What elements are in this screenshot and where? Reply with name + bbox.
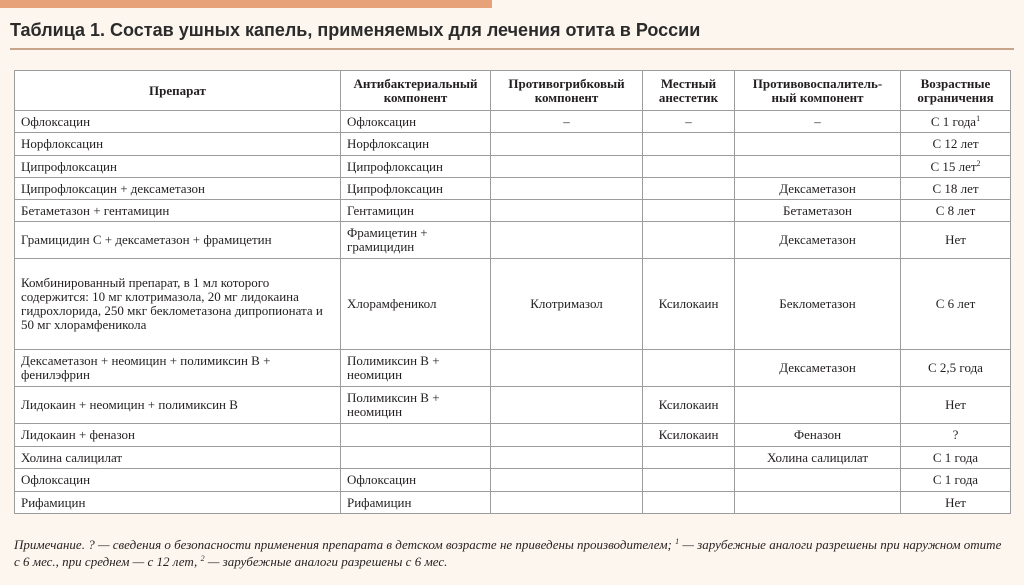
cell-text: Ципрофлоксацин + дексаметазон	[21, 180, 205, 196]
cell-text: Нет	[945, 232, 966, 247]
cell-text: Офлоксацин	[347, 113, 417, 129]
note-part-2: — зарубежные аналоги разрешены при наружном отите с 6 мес., при среднем — с 12 лет,	[14, 537, 1002, 569]
cell-antifungal	[491, 200, 643, 222]
header-antifungal: Противогрибковый компонент	[491, 71, 643, 111]
cell-antibacterial	[341, 424, 491, 447]
cell-text: Полимиксин В + неомицин	[347, 390, 440, 419]
cell-text: С 18 лет	[932, 180, 979, 196]
table-row	[15, 492, 1011, 514]
cell-age	[901, 387, 1011, 424]
cell-text: Фрамицетин + грамицидин	[347, 225, 428, 254]
cell-text: Офлоксацин	[21, 113, 91, 129]
cell-text: Ципрофлоксацин	[347, 180, 443, 196]
cell-text: Холина салицилат	[21, 449, 123, 465]
cell-antibacterial	[341, 178, 491, 200]
cell-age	[901, 469, 1011, 492]
table-row	[15, 178, 1011, 200]
cell-antiinflammatory	[735, 492, 901, 514]
table-row	[15, 222, 1011, 259]
cell-text: Феназон	[793, 427, 842, 442]
cell-age	[901, 200, 1011, 222]
age-footnote-mark: 1	[976, 113, 981, 123]
cell-drug	[15, 447, 341, 469]
cell-text: Грамицидин С + дексаметазон + фрамицетин	[21, 232, 272, 247]
cell-text: Лидокаин + феназон	[21, 427, 135, 442]
header-antibacterial: Антибактериальный компонент	[341, 71, 491, 111]
top-accent-bar	[0, 0, 492, 8]
cell-text: С 8 лет	[935, 202, 976, 218]
cell-drug	[15, 178, 341, 200]
cell-antiinflammatory	[735, 469, 901, 492]
cell-anesthetic	[643, 350, 735, 387]
cell-text: С 15 лет	[930, 158, 977, 174]
cell-text: Нет	[945, 494, 966, 510]
cell-antiinflammatory	[735, 387, 901, 424]
age-footnote-mark: 2	[976, 158, 981, 168]
cell-text: Холина салицилат	[766, 449, 869, 465]
cell-text: Нет	[945, 397, 966, 412]
cell-anesthetic	[643, 133, 735, 156]
cell-antifungal	[491, 259, 643, 350]
cell-antiinflammatory	[735, 111, 901, 133]
cell-text: Норфлоксацин	[21, 136, 104, 151]
cell-drug	[15, 492, 341, 514]
cell-anesthetic	[643, 200, 735, 222]
note-part-3: — зарубежные аналоги разрешены с 6 мес.	[204, 554, 448, 569]
cell-anesthetic	[643, 424, 735, 447]
title-divider	[10, 48, 1014, 50]
cell-anesthetic	[643, 259, 735, 350]
cell-antifungal	[491, 492, 643, 514]
cell-text: Дексаметазон	[779, 360, 856, 375]
cell-antibacterial	[341, 469, 491, 492]
cell-antibacterial	[341, 156, 491, 178]
cell-drug	[15, 387, 341, 424]
cell-antifungal	[491, 222, 643, 259]
cell-text: С 1 года	[930, 113, 977, 129]
table-note	[14, 536, 1010, 570]
cell-antibacterial	[341, 222, 491, 259]
cell-antifungal	[491, 424, 643, 447]
cell-antifungal	[491, 111, 643, 133]
cell-text: Норфлоксацин	[347, 136, 430, 151]
cell-text: Дексаметазон + неомицин + полимиксин В + фенилэфрин	[21, 353, 271, 382]
cell-text: Полимиксин В + неомицин	[347, 353, 440, 382]
cell-text: Дексаметазон	[779, 232, 856, 247]
cell-age	[901, 424, 1011, 447]
cell-text: С 1 года	[932, 472, 979, 487]
cell-age	[901, 492, 1011, 514]
cell-drug	[15, 259, 341, 350]
cell-antifungal	[491, 469, 643, 492]
cell-antibacterial	[341, 200, 491, 222]
cell-antibacterial	[341, 350, 491, 387]
table-row	[15, 447, 1011, 469]
cell-age	[901, 259, 1011, 350]
cell-age	[901, 447, 1011, 469]
cell-anesthetic	[643, 178, 735, 200]
cell-anesthetic	[643, 492, 735, 514]
cell-antiinflammatory	[735, 424, 901, 447]
cell-text: –	[685, 113, 692, 129]
table-row	[15, 424, 1011, 447]
cell-antiinflammatory	[735, 178, 901, 200]
cell-antiinflammatory	[735, 133, 901, 156]
cell-age	[901, 156, 1011, 178]
header-anesthetic: Местный анестетик	[643, 71, 735, 111]
cell-age	[901, 111, 1011, 133]
header-age: Возрастные ограничения	[901, 71, 1011, 111]
cell-text: Лидокаин + неомицин + полимиксин В	[21, 397, 238, 412]
cell-text: –	[563, 113, 570, 129]
table-row	[15, 133, 1011, 156]
cell-drug	[15, 469, 341, 492]
cell-age	[901, 133, 1011, 156]
header-drug: Препарат	[15, 71, 341, 111]
cell-drug	[15, 156, 341, 178]
cell-anesthetic	[643, 447, 735, 469]
cell-text: Клотримазол	[530, 296, 603, 311]
table-row	[15, 259, 1011, 350]
cell-text: С 1 года	[932, 449, 979, 465]
cell-anesthetic	[643, 156, 735, 178]
cell-text: Беклометазон	[779, 296, 856, 311]
cell-antifungal	[491, 350, 643, 387]
cell-antibacterial	[341, 133, 491, 156]
cell-text: –	[814, 113, 821, 129]
cell-antifungal	[491, 178, 643, 200]
table-row	[15, 469, 1011, 492]
cell-antifungal	[491, 133, 643, 156]
cell-antifungal	[491, 156, 643, 178]
cell-text: С 6 лет	[935, 296, 976, 311]
cell-text: Дексаметазон	[779, 180, 856, 196]
cell-text: С 12 лет	[932, 136, 979, 151]
cell-text: С 2,5 года	[928, 360, 983, 375]
cell-antibacterial	[341, 259, 491, 350]
cell-age	[901, 222, 1011, 259]
cell-antifungal	[491, 447, 643, 469]
cell-text: Хлорамфеникол	[347, 296, 437, 311]
cell-antibacterial	[341, 492, 491, 514]
note-sup-2: 2	[200, 554, 205, 563]
table-header-row	[15, 71, 1011, 111]
cell-anesthetic	[643, 469, 735, 492]
cell-antiinflammatory	[735, 222, 901, 259]
cell-text: Ципрофлоксацин	[21, 158, 117, 174]
cell-text: Бетаметазон	[783, 202, 852, 218]
cell-text: Ципрофлоксацин	[347, 158, 443, 174]
cell-drug	[15, 222, 341, 259]
drug-table	[14, 70, 1011, 514]
cell-drug	[15, 424, 341, 447]
cell-drug	[15, 350, 341, 387]
cell-text: ?	[952, 427, 959, 442]
header-antiinflammatory: Противовоспалитель-ный компонент	[735, 71, 901, 111]
cell-anesthetic	[643, 222, 735, 259]
cell-antiinflammatory	[735, 447, 901, 469]
cell-text: Ксилокаин	[658, 427, 719, 442]
cell-antiinflammatory	[735, 259, 901, 350]
cell-anesthetic	[643, 387, 735, 424]
cell-antiinflammatory	[735, 200, 901, 222]
cell-text: Ксилокаин	[658, 397, 719, 412]
note-part-1: Примечание. ? — сведения о безопасности применения препарата в детском возрасте не приведены производителем;	[14, 537, 676, 552]
table-body	[15, 111, 1011, 514]
cell-antibacterial	[341, 387, 491, 424]
cell-text: Ксилокаин	[658, 296, 719, 311]
cell-antibacterial	[341, 111, 491, 133]
cell-text: Офлоксацин	[21, 472, 91, 487]
cell-antifungal	[491, 387, 643, 424]
cell-text: Комбинированный препарат, в 1 мл которого содержится: 10 мг клотримазола, 20 мг лидокаина гидрохлорида, 250 мкг беклометазона дипропионата и 50 мг хлорамфеникола	[21, 275, 323, 332]
cell-antiinflammatory	[735, 156, 901, 178]
cell-drug	[15, 133, 341, 156]
cell-antiinflammatory	[735, 350, 901, 387]
cell-drug	[15, 111, 341, 133]
page-title: Таблица 1. Состав ушных капель, применяемых для лечения отита в России	[10, 20, 701, 40]
table-row	[15, 350, 1011, 387]
table-row	[15, 387, 1011, 424]
cell-drug	[15, 200, 341, 222]
cell-text: Рифамицин	[21, 494, 86, 510]
cell-text: Гентамицин	[347, 202, 414, 218]
note-sup-1: 1	[675, 537, 680, 546]
cell-antibacterial	[341, 447, 491, 469]
cell-text: Бетаметазон + гентамицин	[21, 202, 170, 218]
cell-age	[901, 178, 1011, 200]
table-row	[15, 111, 1011, 133]
cell-text: Офлоксацин	[347, 472, 417, 487]
cell-text: Рифамицин	[347, 494, 412, 510]
table-row	[15, 156, 1011, 178]
cell-anesthetic	[643, 111, 735, 133]
table-row	[15, 200, 1011, 222]
cell-age	[901, 350, 1011, 387]
